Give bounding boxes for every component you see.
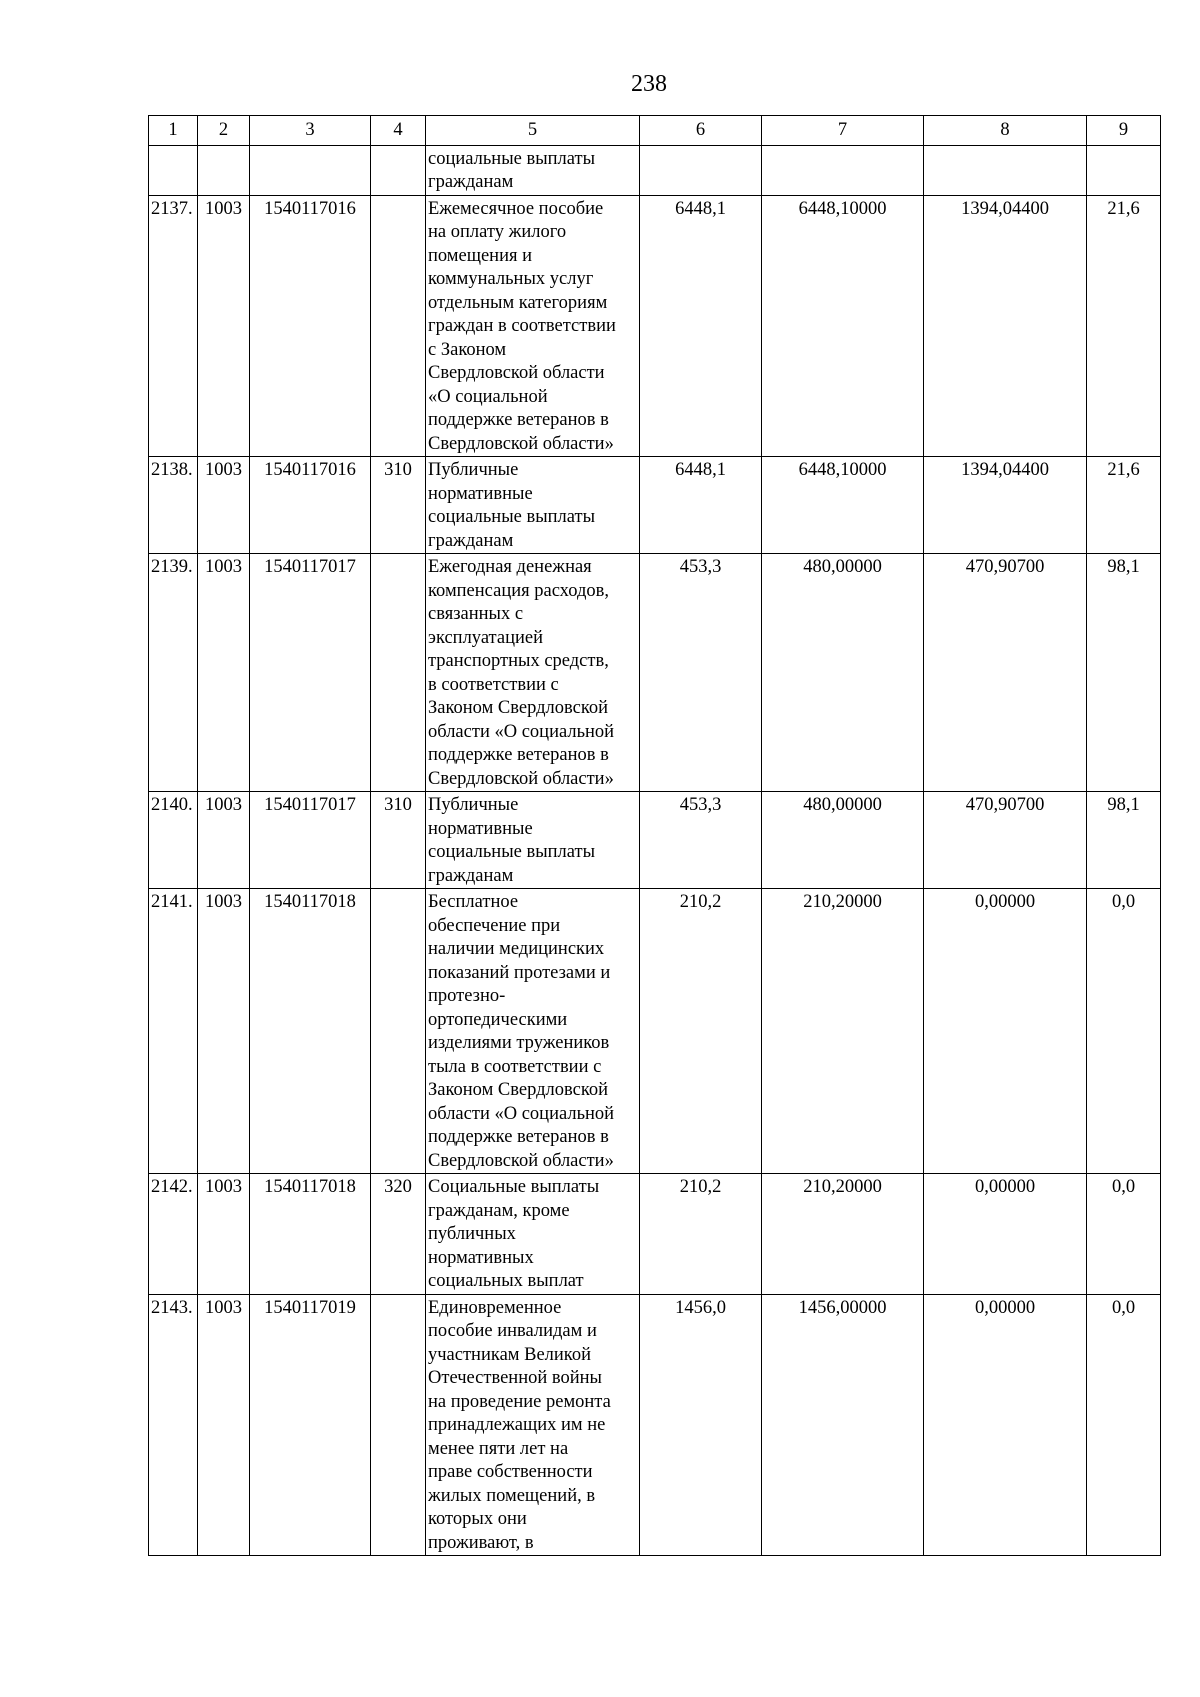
row-number-cell: 2138. [149,457,198,554]
expense-type-cell [371,145,426,195]
col9-value-cell: 21,6 [1087,195,1161,457]
description-cell: Публичные нормативные социальные выплаты гражданам [426,792,640,889]
col7-value-cell: 6448,10000 [762,457,924,554]
table-row [149,195,1161,457]
description-cell: Ежемесячное пособие на оплату жилого помещения и коммунальных услуг отдельным категориям граждан в соответствии с Законом Свердловской области «О социальной поддержке ветеранов в Свердловской области» [426,195,640,457]
col9-value-cell: 0,0 [1087,889,1161,1174]
target-code-cell [250,145,371,195]
col8-value-cell: 0,00000 [924,1174,1087,1295]
expense-type-cell [371,554,426,792]
col8-value-cell: 1394,04400 [924,195,1087,457]
section-code-cell: 1003 [198,554,250,792]
col7-value-cell: 480,00000 [762,554,924,792]
table-row [149,792,1161,889]
column-header: 3 [250,116,371,146]
column-header: 5 [426,116,640,146]
table-row [149,145,1161,195]
target-code-cell: 1540117016 [250,457,371,554]
col8-value-cell: 0,00000 [924,889,1087,1174]
target-code-cell: 1540117017 [250,554,371,792]
table-row [149,1294,1161,1556]
expense-type-cell [371,195,426,457]
col8-value-cell: 1394,04400 [924,457,1087,554]
description-cell: Бесплатное обеспечение при наличии медицинских показаний протезами и протезно- ортопедическими изделиями тружеников тыла в соответствии с Законом Свердловской области «О социальной поддержке ветеранов в Свердловской области» [426,889,640,1174]
row-number-cell: 2143. [149,1294,198,1556]
target-code-cell: 1540117019 [250,1294,371,1556]
row-number-cell [149,145,198,195]
col6-value-cell: 210,2 [640,889,762,1174]
col6-value-cell: 6448,1 [640,195,762,457]
target-code-cell: 1540117018 [250,889,371,1174]
row-number-cell: 2141. [149,889,198,1174]
table-row [149,554,1161,792]
description-cell: Публичные нормативные социальные выплаты гражданам [426,457,640,554]
col9-value-cell: 98,1 [1087,792,1161,889]
col6-value-cell: 453,3 [640,792,762,889]
table-row [149,889,1161,1174]
col6-value-cell: 6448,1 [640,457,762,554]
expense-type-cell: 310 [371,457,426,554]
table-row [149,1174,1161,1295]
expense-type-cell: 320 [371,1174,426,1295]
section-code-cell [198,145,250,195]
page-number: 238 [631,71,667,97]
budget-table [148,115,1161,1556]
col6-value-cell: 210,2 [640,1174,762,1295]
section-code-cell: 1003 [198,1294,250,1556]
column-header: 4 [371,116,426,146]
column-header: 6 [640,116,762,146]
section-code-cell: 1003 [198,195,250,457]
section-code-cell: 1003 [198,792,250,889]
col8-value-cell: 0,00000 [924,1294,1087,1556]
table-header-row [149,116,1161,146]
section-code-cell: 1003 [198,457,250,554]
col7-value-cell: 480,00000 [762,792,924,889]
col9-value-cell: 98,1 [1087,554,1161,792]
section-code-cell: 1003 [198,1174,250,1295]
row-number-cell: 2139. [149,554,198,792]
expense-type-cell [371,1294,426,1556]
col9-value-cell: 0,0 [1087,1294,1161,1556]
col8-value-cell [924,145,1087,195]
target-code-cell: 1540117016 [250,195,371,457]
column-header: 7 [762,116,924,146]
col7-value-cell: 1456,00000 [762,1294,924,1556]
col9-value-cell: 0,0 [1087,1174,1161,1295]
row-number-cell: 2137. [149,195,198,457]
table-row [149,457,1161,554]
col8-value-cell: 470,90700 [924,792,1087,889]
description-cell: Социальные выплаты гражданам, кроме публичных нормативных социальных выплат [426,1174,640,1295]
column-header: 1 [149,116,198,146]
col9-value-cell: 21,6 [1087,457,1161,554]
description-cell: социальные выплаты гражданам [426,145,640,195]
description-cell: Ежегодная денежная компенсация расходов, связанных с эксплуатацией транспортных средств, в соответствии с Законом Свердловской области «О социальной поддержке ветеранов в Свердловской области» [426,554,640,792]
target-code-cell: 1540117017 [250,792,371,889]
section-code-cell: 1003 [198,889,250,1174]
col8-value-cell: 470,90700 [924,554,1087,792]
expense-type-cell: 310 [371,792,426,889]
column-header: 8 [924,116,1087,146]
col7-value-cell: 210,20000 [762,889,924,1174]
col6-value-cell [640,145,762,195]
column-header: 2 [198,116,250,146]
row-number-cell: 2140. [149,792,198,889]
col7-value-cell [762,145,924,195]
col7-value-cell: 210,20000 [762,1174,924,1295]
column-header: 9 [1087,116,1161,146]
target-code-cell: 1540117018 [250,1174,371,1295]
row-number-cell: 2142. [149,1174,198,1295]
col6-value-cell: 1456,0 [640,1294,762,1556]
description-cell: Единовременное пособие инвалидам и участникам Великой Отечественной войны на проведение ремонта принадлежащих им не менее пяти лет на праве собственности жилых помещений, в которых они проживают, в [426,1294,640,1556]
col6-value-cell: 453,3 [640,554,762,792]
col9-value-cell [1087,145,1161,195]
expense-type-cell [371,889,426,1174]
col7-value-cell: 6448,10000 [762,195,924,457]
